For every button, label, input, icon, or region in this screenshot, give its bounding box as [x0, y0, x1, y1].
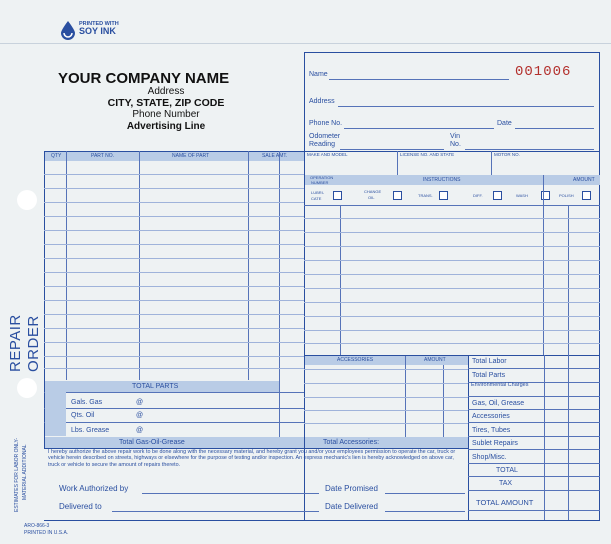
amount-label: AMOUNT [573, 177, 595, 183]
address-label: Address [309, 98, 335, 105]
name-of-part-header: NAME OF PART [172, 153, 210, 159]
authorization-text: I hereby authorize the above repair work to be done along with the necessary material, and hereby grant you and/or your employees permission to operate the car, truck or vehicle herein described on streets, highways or elsewhere for the purpose of testing and/or inspection. An express mechanic's lien is hereby acknowledged on above car, truck or vehicle to secure the amount of repairs thereto. [48, 449, 456, 468]
diff-label: DIFF. [473, 193, 483, 198]
polish-checkbox[interactable] [582, 191, 591, 200]
lubricate-label-1: LUBRI- [311, 190, 325, 195]
acc-amount-label: AMOUNT [424, 357, 446, 363]
grease-at: @ [136, 427, 144, 434]
date-delivered-label: Date Delivered [325, 502, 378, 511]
droplet-icon [60, 20, 76, 40]
estimates-note-2: MATERIAL ADDITIONAL [22, 444, 28, 500]
logo-line2: SOY INK [79, 26, 116, 36]
soy-ink-logo [60, 20, 119, 45]
date-promised-field[interactable] [385, 493, 465, 494]
motor-label: MOTOR NO. [494, 152, 520, 157]
reading-label: Reading [309, 141, 336, 148]
name-label: Name [309, 71, 328, 78]
change-oil-label-2: OIL [368, 195, 375, 200]
total-amount-label: TOTAL AMOUNT [476, 498, 534, 507]
logo-line1: PRINTED WITH [79, 21, 119, 27]
total-parts-label: Total Parts [472, 372, 506, 379]
tax-label: TAX [499, 480, 513, 487]
sublet-label: Sublet Repairs [472, 440, 518, 447]
company-name: YOUR COMPANY NAME [58, 70, 230, 87]
vin-label: Vin [450, 133, 460, 140]
change-oil-checkbox[interactable] [393, 191, 402, 200]
total-labor-label: Total Labor [472, 358, 507, 365]
make-model-label: MAKE AND MODEL [307, 152, 348, 157]
printed-in: PRINTED IN U.S.A. [24, 530, 69, 536]
company-city: CITY, STATE, ZIP CODE [107, 97, 225, 109]
left-stub [45, 392, 66, 436]
date-promised-label: Date Promised [325, 484, 378, 493]
change-oil-label-1: CHANGE [364, 189, 382, 194]
work-authorized-label: Work Authorized by [59, 484, 129, 493]
trans-label: TRANS. [418, 193, 433, 198]
form-code: ARO-866-3 [24, 523, 50, 529]
date-field[interactable] [515, 128, 594, 129]
phone-label: Phone No. [309, 120, 343, 127]
accessories-sum-label: Accessories [472, 413, 510, 420]
instructions-label: INSTRUCTIONS [423, 177, 461, 183]
sale-amt-header: SALE AMT. [262, 153, 288, 159]
oil-at: @ [136, 412, 144, 419]
total-gog-label: Total Gas-Oil-Grease [119, 439, 185, 446]
work-authorized-field[interactable] [142, 493, 319, 494]
name-field[interactable] [329, 79, 509, 80]
company-ad: Advertising Line [126, 121, 206, 132]
diff-checkbox[interactable] [493, 191, 502, 200]
company-phone: Phone Number [132, 109, 200, 120]
polish-label: POLISH [559, 193, 574, 198]
lubricate-checkbox[interactable] [333, 191, 342, 200]
form-number: 001006 [515, 64, 572, 80]
vin-field[interactable] [465, 149, 594, 150]
environmental-label: Environmental Charges [471, 382, 529, 388]
total-label: TOTAL [496, 467, 518, 474]
gas-oil-grease-label: Gas, Oil, Grease [472, 400, 525, 407]
gals-gas-label: Gals. Gas [71, 399, 103, 406]
delivered-to-field[interactable] [112, 511, 319, 512]
license-label: LICENSE NO. AND STATE [400, 152, 455, 157]
qts-oil-label: Qts. Oil [71, 412, 95, 419]
op-number-label-2: NUMBER [311, 180, 329, 185]
estimates-note-1: ESTIMATES FOR LABOR ONLY- [14, 437, 20, 512]
op-number-label-1: OPERATION [310, 175, 334, 180]
lbs-grease-label: Lbs. Grease [71, 427, 110, 434]
vin-no-label: No. [450, 141, 461, 148]
lubricate-label-2: CATE [311, 196, 322, 201]
gas-at: @ [136, 399, 144, 406]
shop-misc-label: Shop/Misc. [472, 454, 507, 461]
wash-label: WASH [516, 193, 528, 198]
trans-checkbox[interactable] [439, 191, 448, 200]
phone-field[interactable] [344, 128, 494, 129]
odometer-field[interactable] [340, 149, 444, 150]
binder-hole-top [17, 190, 37, 210]
company-address: Address [147, 86, 185, 97]
odometer-label: Odometer [309, 133, 341, 140]
total-accessories-label: Total Accessories: [323, 439, 380, 446]
accessories-label: ACCESSORIES [337, 357, 374, 363]
part-no-header: PART NO. [91, 153, 115, 159]
total-parts-title: TOTAL PARTS [132, 383, 179, 390]
address-field[interactable] [338, 106, 594, 107]
tires-tubes-label: Tires, Tubes [472, 427, 511, 434]
date-label: Date [497, 120, 512, 127]
qty-header: QTY [51, 153, 62, 159]
repair-order-title: REPAIR ORDER [7, 314, 42, 372]
binder-hole-bottom [17, 378, 37, 398]
date-delivered-field[interactable] [385, 511, 465, 512]
delivered-to-label: Delivered to [59, 502, 102, 511]
